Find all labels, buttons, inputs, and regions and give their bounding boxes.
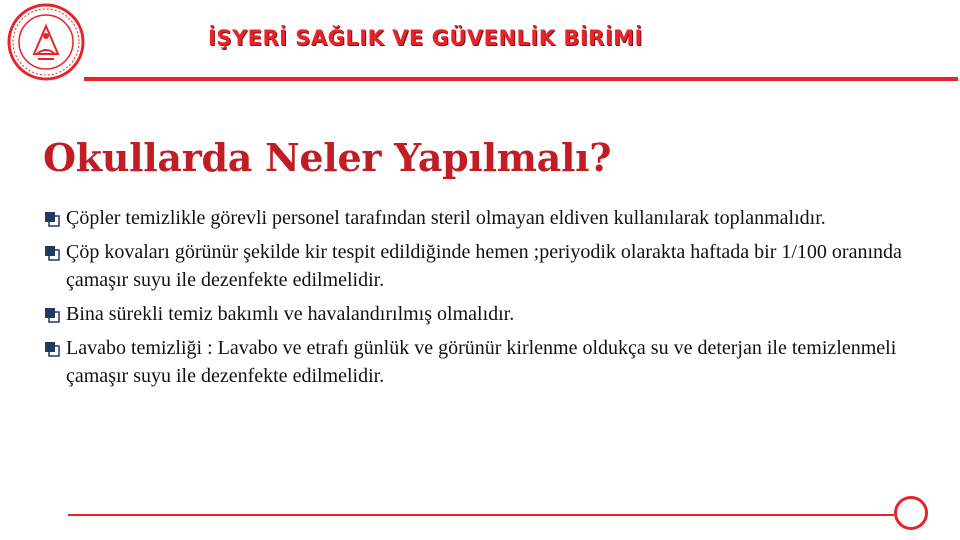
footer-divider: [68, 514, 894, 516]
checkbox-bullet-icon: [44, 245, 60, 261]
bullet-text: Lavabo temizliği : Lavabo ve etrafı günlük ve görünür kirlenme oldukça su ve deterjan ile temizlenmeli çamaşır suyu ile dezenfekte edilmelidir.: [66, 337, 897, 387]
bullet-item: [44, 334, 934, 390]
bullet-text: Bina sürekli temiz bakımlı ve havalandırılmış olmalıdır.: [66, 303, 515, 325]
checkbox-bullet-icon: [44, 341, 60, 357]
bullet-list: [44, 204, 934, 396]
bullet-item: [44, 300, 934, 328]
bullet-item: [44, 204, 934, 232]
ministry-seal-icon: [6, 2, 86, 82]
bullet-item: [44, 238, 934, 294]
header-divider: [84, 77, 958, 81]
unit-banner: İŞYERİ SAĞLIK VE GÜVENLİK BİRİMİ: [208, 26, 643, 50]
checkbox-bullet-icon: [44, 307, 60, 323]
footer-circle-icon: [894, 496, 928, 530]
checkbox-bullet-icon: [44, 211, 60, 227]
slide-title: Okullarda Neler Yapılmalı?: [43, 135, 612, 181]
bullet-text: Çöpler temizlikle görevli personel tarafından steril olmayan eldiven kullanılarak toplanmalıdır.: [66, 207, 826, 229]
bullet-text: Çöp kovaları görünür şekilde kir tespit edildiğinde hemen ;periyodik olarakta haftada bir 1/100 oranında çamaşır suyu ile dezenfekte edilmelidir.: [66, 241, 902, 291]
